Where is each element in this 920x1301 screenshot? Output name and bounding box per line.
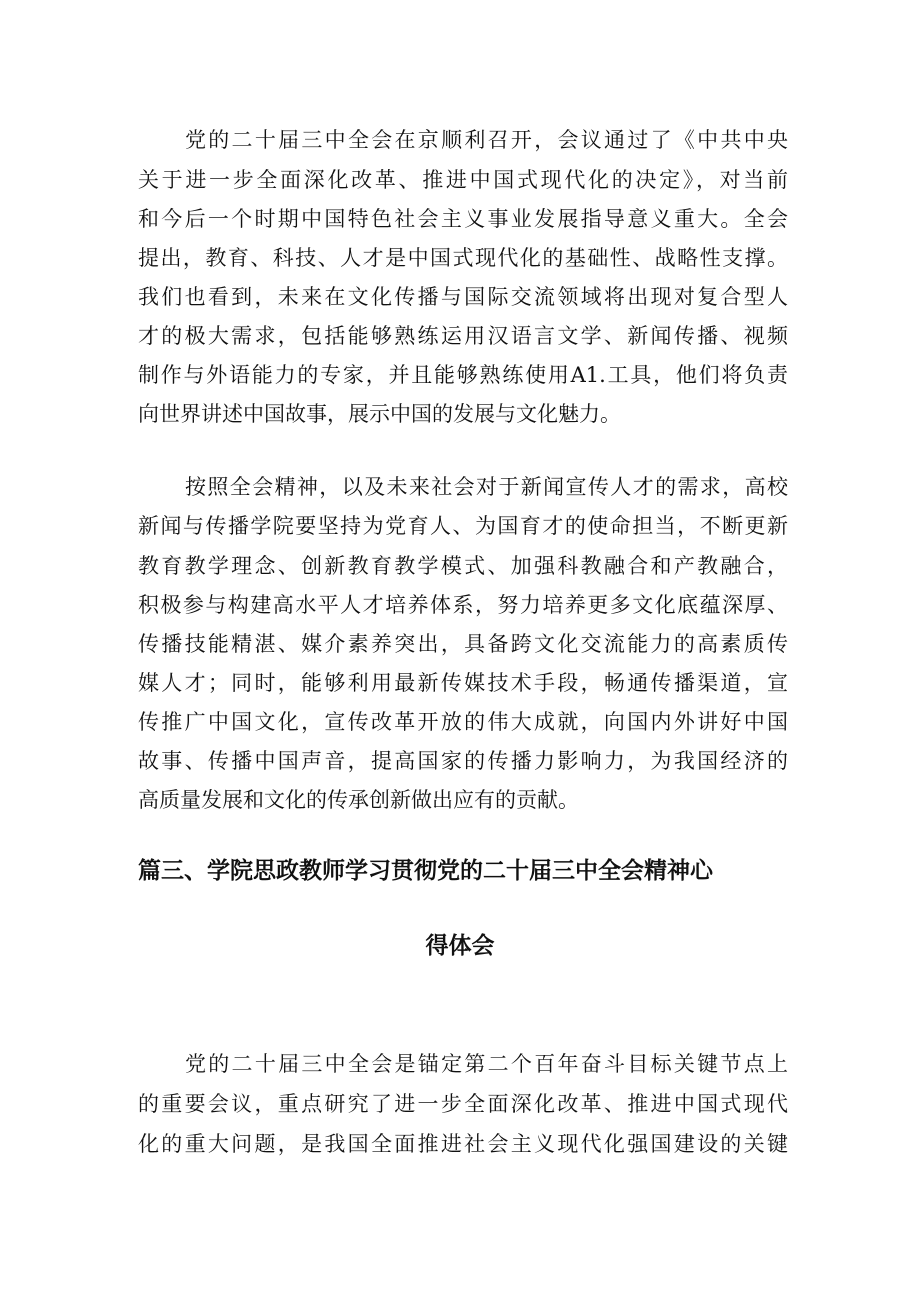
paragraph-line: 传播技能精湛、媒介素养突出，具备跨文化交流能力的高素质传	[138, 632, 788, 656]
paragraph-line: 才的极大需求，包括能够熟练运用汉语言文学、新闻传播、视频	[138, 324, 788, 348]
paragraph-line: 新闻与传播学院要坚持为党育人、为国育才的使命担当，不断更新	[138, 514, 788, 538]
paragraph-line: 我们也看到，未来在文化传播与国际交流领域将出现对复合型人	[138, 285, 788, 309]
paragraph-line: 的重要会议，重点研究了进一步全面深化改革、推进中国式现代	[138, 1092, 788, 1116]
paragraph-line: 教育教学理念、创新教育教学模式、加强科教融合和产教融合，	[138, 554, 788, 578]
paragraph-line: 积极参与构建高水平人才培养体系，努力培养更多文化底蕴深厚、	[138, 593, 788, 617]
paragraph-line: 向世界讲述中国故事，展示中国的发展与文化魅力。	[138, 402, 621, 426]
paragraph-line: 按照全会精神，以及未来社会对于新闻宣传人才的需求，高校	[185, 475, 788, 499]
paragraph-line: 制作与外语能力的专家，并且能够熟练使用A1.工具，他们将负责	[138, 363, 788, 387]
section-heading-line-2: 得体会	[425, 933, 495, 959]
paragraph-line: 故事、传播中国声音，提高国家的传播力影响力，为我国经济的	[138, 749, 788, 773]
paragraph-line: 传推广中国文化，宣传改革开放的伟大成就，向国内外讲好中国	[138, 710, 788, 734]
paragraph-line: 党的二十届三中全会是锚定第二个百年奋斗目标关键节点上	[185, 1052, 788, 1076]
paragraph-line: 提出，教育、科技、人才是中国式现代化的基础性、战略性支撑。	[138, 246, 788, 270]
paragraph-line: 高质量发展和文化的传承创新做出应有的贡献。	[138, 788, 579, 812]
paragraph-line: 关于进一步全面深化改革、推进中国式现代化的决定》，对当前	[138, 168, 788, 192]
paragraph-line: 党的二十届三中全会在京顺利召开，会议通过了《中共中央	[185, 128, 788, 152]
section-heading-line-1: 篇三、学院思政教师学习贯彻党的二十届三中全会精神心	[138, 858, 713, 884]
paragraph-line: 媒人才；同时，能够利用最新传媒技术手段，畅通传播渠道，宣	[138, 671, 788, 695]
paragraph-line: 和今后一个时期中国特色社会主义事业发展指导意义重大。全会	[138, 207, 788, 231]
paragraph-line: 化的重大问题，是我国全面推进社会主义现代化强国建设的关键	[138, 1132, 788, 1156]
